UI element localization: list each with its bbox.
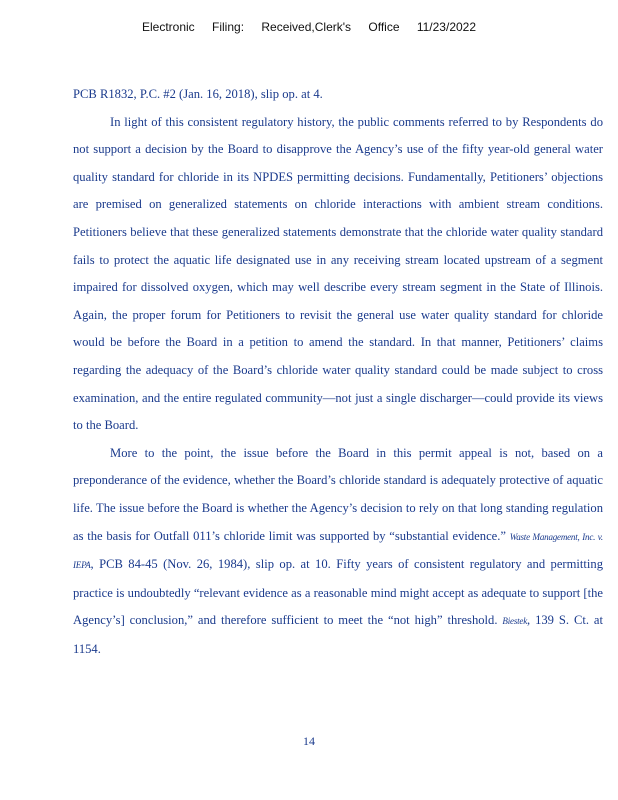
case-citation-waste-management: Waste Management, Inc. v. IEPA — [73, 531, 603, 571]
header-date: 11/23/2022 — [416, 20, 477, 34]
case-citation-biestek: Biestek — [502, 616, 528, 627]
citation-line: PCB R1832, P.C. #2 (Jan. 16, 2018), slip op. at 4. — [73, 87, 323, 101]
header-office: Office — [368, 20, 400, 34]
header-electronic: Electronic — [141, 20, 195, 34]
header-filing: Filing: — [212, 20, 245, 34]
paragraph-text-part-2: , PCB 84-45 (Nov. 26, 1984), slip op. at 10. Fifty years of consistent regulatory and permitting practice is undoubtedly “relevant evidence as a reasonable mind might accept as adequate to support [the Agency’s] conclusion,” and therefore sufficient to meet the “not high” threshold. — [73, 557, 603, 628]
paragraph-regulatory-history: In light of this consistent regulatory history, the public comments referred to by Respondents do not support a decision by the Board to disapprove the Agency’s use of the fifty year-old general water quality standard for chloride in its NPDES permitting decisions. Fundamentally, Petitioners’ objections are premised on generalized statements on chloride interactions with ambient stream conditions. Petitioners believe that these generalized statements demonstrate that the chloride water quality standard fails to protect the aquatic life designated use in any receiving stream located upstream of a segment impaired for dissolved oxygen, which may well describe every stream segment in the State of Illinois. Again, the proper forum for Petitioners to revisit the general use water quality standard for chloride would be before the Board in a petition to amend the standard. In that manner, Petitioners’ claims regarding the adequacy of the Board’s chloride water quality standard could be made subject to cross examination, and the entire regulated community—not just a single discharger—could provide its views to the Board. — [73, 114, 603, 433]
paragraph-text-part-1: More to the point, the issue before the Board in this permit appeal is not, based on a preponderance of the evidence, whether the Board’s chloride standard is adequately protective of aquatic life. The issue before the Board is whether the Agency’s decision to rely on that long standing regulation as the basis for Outfall 011’s chloride limit was supported by “substantial evidence.” — [73, 445, 603, 543]
paragraph-issue-before-board — [73, 440, 603, 664]
document-body — [73, 81, 603, 663]
header-received: Received,Clerk's — [261, 20, 352, 34]
paragraph-text-part-3: , 139 S. Ct. at 1154. — [73, 613, 603, 656]
filing-stamp-header — [0, 20, 618, 34]
page-number: 14 — [303, 734, 315, 748]
